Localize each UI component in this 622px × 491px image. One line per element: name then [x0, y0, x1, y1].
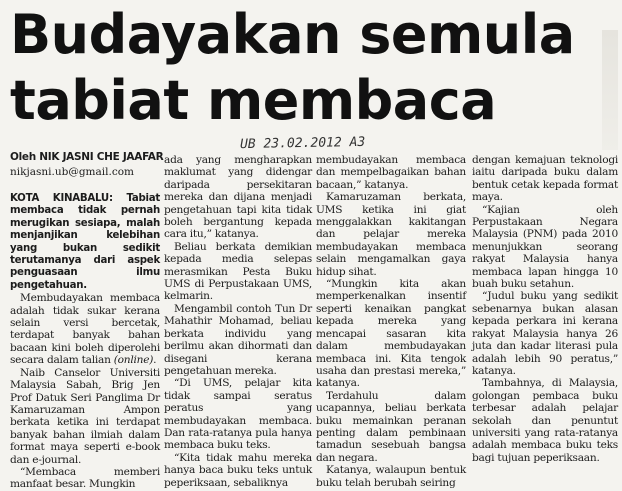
- article-column-1: [10, 193, 160, 491]
- paragraph-end: .: [153, 354, 157, 367]
- paragraph: Beliau berkata demikian kepada media selepas merasmikan Pesta Buku UMS di Perpustakaan UMS, kelmarin.: [164, 240, 312, 303]
- paragraph: Kamaruzaman berkata, UMS ketika ini giat menggalakkan kakitangan dan pelajar mereka membudayakan membaca selain mengamalkan gaya hidup sihat.: [316, 191, 466, 278]
- lead-paragraph: [10, 193, 160, 292]
- paragraph: dengan kemajuan teknologi iaitu daripada buku dalam bentuk cetak kepada format maya.: [472, 154, 618, 204]
- paragraph: “Membaca memberi manfaat besar. Mungkin: [10, 465, 160, 491]
- handwritten-date-note: UB 23.02.2012 A3: [239, 134, 366, 153]
- article-column-4: [472, 154, 618, 464]
- paragraph: Katanya, walaupun bentuk buku telah berubah seiring: [316, 464, 466, 489]
- paragraph: “Di UMS, pelajar kita tidak sampai seratus peratus yang membudayakan membaca. Dan rata-ratanya pula hanya membaca buku teks.: [164, 377, 312, 452]
- paragraph-text: Membudayakan membaca adalah tidak sukar kerana selain versi bercetak, terdapat banyak bahan bacaan kini boleh diperolehi secara dalam talian: [10, 292, 160, 367]
- paragraph: membudayakan membaca dan mempelbagaikan bahan bacaan,” katanya.: [316, 154, 466, 191]
- article-column-2: [164, 154, 312, 489]
- faded-bleed-through: [602, 30, 618, 150]
- paragraph: Naib Canselor Universiti Malaysia Sabah, Brig Jen Prof Datuk Seri Panglima Dr Kamaruzaman Ampon berkata ketika ini terdapat banyak bahan ilmiah dalam format maya seperti e-book dan e-journal.: [10, 366, 160, 466]
- paragraph: Tambahnya, di Malaysia, golongan pembaca buku terbesar adalah pelajar sekolah dan penuntut universiti yang rata-ratanya adalah membaca buku teks bagi tujuan peperiksaan.: [472, 377, 618, 464]
- paragraph: “Kita tidak mahu mereka hanya baca buku teks untuk peperiksaan, sebaliknya: [164, 451, 312, 489]
- dateline: KOTA KINABALU:: [10, 193, 113, 204]
- paragraph: Mengambil contoh Tun Dr Mahathir Mohamad, beliau berkata individu yang berilmu akan dihormati dan disegani kerana pengetahuan mereka.: [164, 302, 312, 377]
- paragraph: ada yang mengharapkan maklumat yang didengar daripada persekitaran mereka dan dijana menjadi pengetahuan tapi kita tidak boleh bergantung kepada cara itu,” katanya.: [164, 154, 312, 241]
- paragraph: “Mungkin kita akan memperkenalkan insentif seperti kenaikan pangkat kepada mereka yang mencapai sasaran kita dalam membudayakan membaca ini. Kita tengok usaha dan prestasi mereka,” katanya.: [316, 278, 466, 390]
- author-email: nikjasni.ub@gmail.com: [10, 166, 134, 178]
- paragraph: Terdahulu dalam ucapannya, beliau berkata buku memainkan peranan penting dalam pembinaan tamadun sesebuah bangsa dan negara.: [316, 389, 466, 464]
- article-headline: [10, 2, 610, 134]
- paragraph: “Judul buku yang sedikit sebenarnya bukan alasan kepada perkara ini kerana rakyat Malaysia hanya 26 juta dan kadar literasi pula adalah lebih 90 peratus,” katanya.: [472, 290, 618, 377]
- byline: Oleh NIK JASNI CHE JAAFAR: [10, 151, 164, 163]
- online-term: (online): [113, 354, 154, 367]
- paragraph: [10, 292, 160, 366]
- article-column-3: [316, 154, 466, 489]
- lead-text: Tabiat membaca tidak pernah merugikan sesiapa, malah menjanjikan kelebihan yang bukan sedikit terutamanya dari aspek penguasaan ilmu pengetahuan.: [10, 193, 160, 291]
- paragraph: “Kajian oleh Perpustakaan Negara Malaysia (PNM) pada 2010 menunjukkan seorang rakyat Malaysia hanya membaca lapan hingga 10 buah buku setahun.: [472, 203, 618, 291]
- headline-line-2: tabiat membaca: [10, 69, 497, 132]
- headline-line-1: Budayakan semula: [10, 3, 575, 66]
